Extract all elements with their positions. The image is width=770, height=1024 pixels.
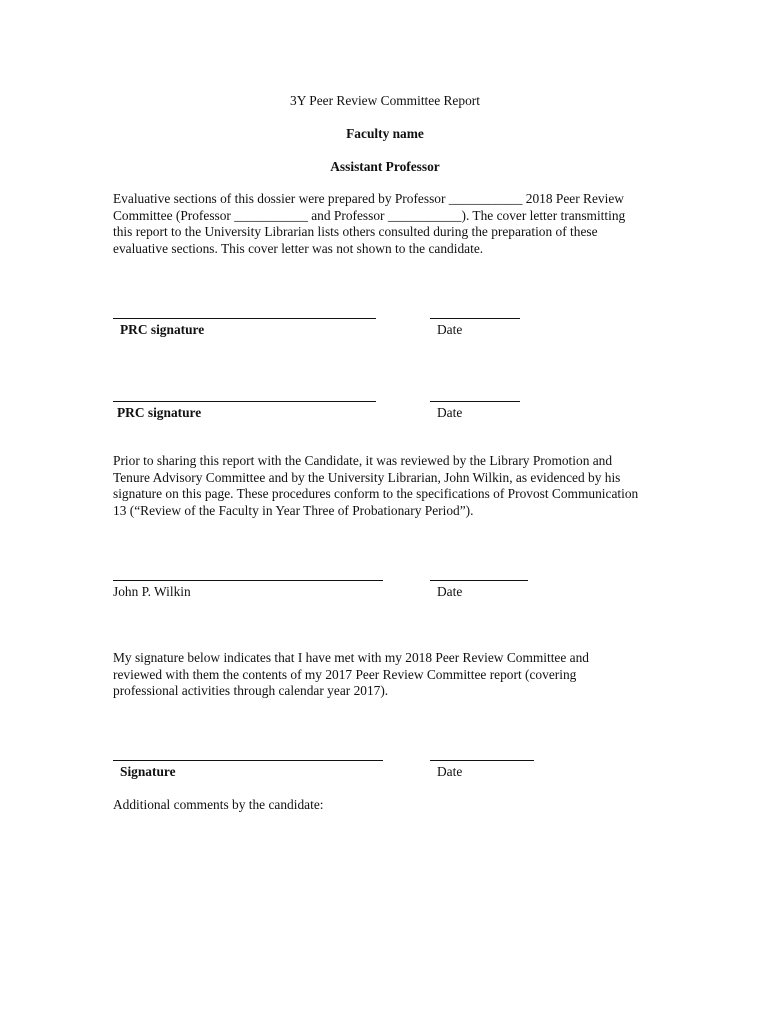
intro-paragraph (113, 191, 663, 257)
rank-heading: Assistant Professor (330, 159, 440, 174)
date-line[interactable] (430, 580, 528, 581)
prc-signature-label: PRC signature (117, 405, 202, 420)
signature-line[interactable] (113, 318, 376, 319)
review-line: 13 (“Review of the Faculty in Year Three of Probationary Period”). (113, 502, 474, 518)
review-line: Prior to sharing this report with the Candidate, it was reviewed by the Library Promotion and (113, 453, 613, 468)
date-line[interactable] (430, 401, 520, 402)
date-label: Date (437, 584, 463, 599)
candidate-line: reviewed with them the contents of my 2017 Peer Review Committee report (covering (113, 666, 577, 682)
candidate-line: My signature below indicates that I have met with my 2018 Peer Review Committee and (113, 650, 590, 665)
review-paragraph (113, 453, 663, 519)
review-line: Tenure Advisory Committee and by the University Librarian, John Wilkin, as evidenced by his (113, 469, 621, 485)
date-line[interactable] (430, 318, 520, 319)
prc-signature-label: PRC signature (120, 322, 205, 337)
intro-line: Committee (Professor ___________ and Professor ___________). The cover letter transmitting (113, 207, 626, 223)
date-label: Date (437, 322, 463, 337)
date-label: Date (437, 405, 463, 420)
date-line[interactable] (430, 760, 534, 761)
wilkin-signature-label: John P. Wilkin (113, 584, 191, 599)
report-title: 3Y Peer Review Committee Report (290, 93, 480, 108)
additional-comments-label: Additional comments by the candidate: (113, 797, 324, 812)
signature-line[interactable] (113, 580, 383, 581)
faculty-name-heading: Faculty name (346, 126, 424, 141)
review-line: signature on this page. These procedures conform to the specifications of Provost Communication (113, 486, 639, 501)
candidate-signature-label: Signature (120, 764, 176, 779)
intro-line: evaluative sections. This cover letter was not shown to the candidate. (113, 240, 484, 256)
intro-line: this report to the University Librarian lists others consulted during the preparation of these (113, 224, 598, 239)
candidate-line: professional activities through calendar year 2017). (113, 683, 389, 698)
signature-line[interactable] (113, 401, 376, 402)
signature-line[interactable] (113, 760, 383, 761)
intro-line: Evaluative sections of this dossier were prepared by Professor ___________ 2018 Peer Review (113, 191, 624, 206)
date-label: Date (437, 764, 463, 779)
candidate-paragraph (113, 650, 663, 700)
